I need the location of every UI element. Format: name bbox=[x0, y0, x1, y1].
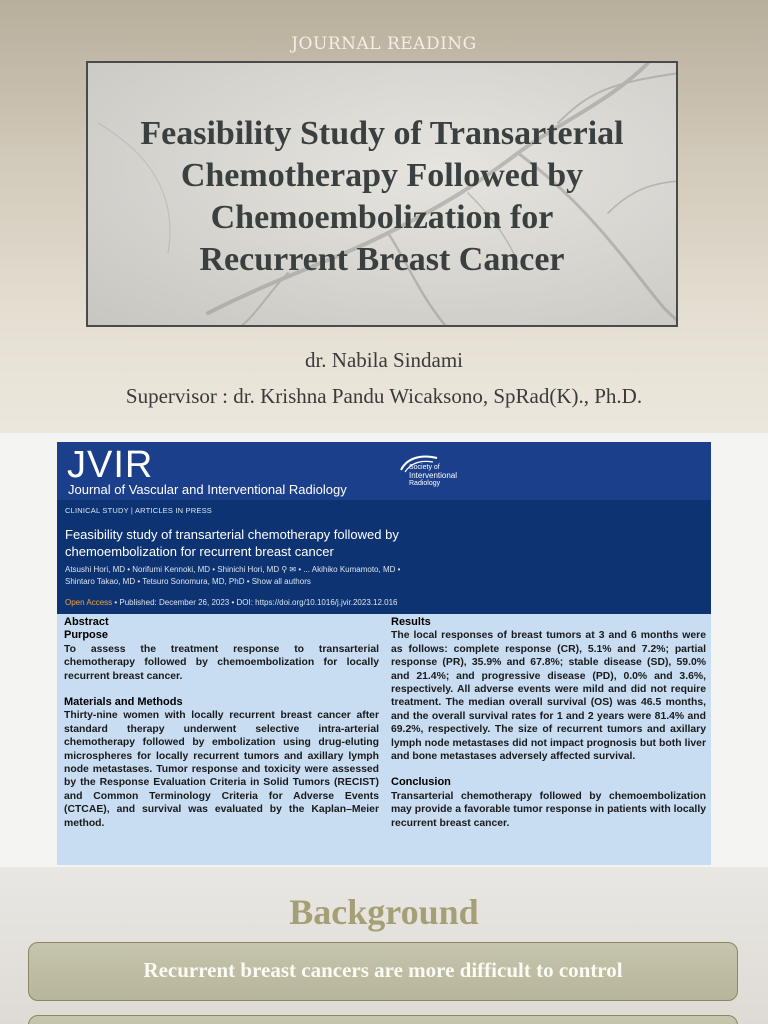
article-header bbox=[57, 500, 711, 614]
presentation-title bbox=[88, 113, 676, 281]
conclusion-heading: Conclusion bbox=[391, 776, 451, 789]
slide-kicker: JOURNAL READING bbox=[291, 34, 477, 54]
conclusion-text: Transarterial chemotherapy followed by chemoembolization may provide a favorable tumor response in patients with locally recurrent breast cancer. bbox=[391, 790, 706, 829]
society-name: Society of Interventional Radiology bbox=[409, 464, 458, 487]
background-point bbox=[28, 1015, 738, 1024]
article-tag: CLINICAL STUDY | ARTICLES IN PRESS bbox=[65, 506, 212, 515]
title-slide bbox=[0, 0, 768, 433]
purpose-heading: Purpose bbox=[64, 629, 109, 642]
title-line: Chemotherapy Followed by bbox=[180, 157, 584, 194]
title-line: Recurrent Breast Cancer bbox=[199, 241, 565, 278]
purpose-text: To assess the treatment response to transarterial chemotherapy followed by chemoembolization for locally recurrent breast cancer. bbox=[64, 643, 379, 682]
background-point bbox=[28, 942, 738, 1001]
abstract-right-column bbox=[391, 616, 706, 830]
abstract-heading: Abstract bbox=[64, 616, 109, 628]
results-text: The local responses of breast tumors at 3 and 6 months were as follows: complete response (CR), 5.1% and 7.2%; partial response (PR), 35.9% and 67.8%; stable disease (SD), 59.0% and 21.4%; and progressive disease (PD), 0.0% and 3.6%, respectively. All adverse events were mild and did not require treatment. The median overall survival (OS) was 46.5 months, and the overall survival rates for 1 and 2 years were 81.4% and 69.2%, respectively. The size of recurrent tumors and axillary lymph node metastases did not impact prognosis but both liver and bone metastases adversely affected survival. bbox=[391, 630, 706, 763]
title-line: Feasibility Study of Transarterial bbox=[140, 115, 624, 152]
open-access-badge: Open Access bbox=[65, 598, 113, 607]
article-slide bbox=[0, 433, 768, 867]
background-heading: Background bbox=[289, 892, 479, 932]
publication-info: • Published: December 26, 2023 • DOI: https://doi.org/10.1016/j.jvir.2023.12.016 bbox=[112, 598, 398, 607]
supervisor-name: Supervisor : dr. Krishna Pandu Wicaksono, SpRad(K)., Ph.D. bbox=[125, 384, 643, 408]
background-point-text: Recurrent breast cancers are more difficult to control bbox=[143, 958, 623, 982]
jvir-logo: JVIR bbox=[67, 444, 154, 486]
title-line: Chemoembolization for bbox=[210, 199, 554, 236]
presenter-name: dr. Nabila Sindami bbox=[304, 348, 464, 372]
article-meta bbox=[65, 598, 397, 607]
article-authors: Atsushi Hori, MD • Norifumi Kennoki, MD • Shinichi Hori, MD ⚲ ✉ • ... Akihiko Kumamoto, MD • Shintaro Takao, MD • Tetsuro Sonomura, MD, PhD • Show all authors bbox=[65, 565, 401, 586]
methods-heading: Materials and Methods bbox=[64, 696, 183, 709]
title-box bbox=[86, 61, 678, 327]
journal-name: Journal of Vascular and Interventional Radiology bbox=[68, 482, 347, 497]
article-screenshot bbox=[57, 442, 711, 865]
journal-header bbox=[57, 442, 711, 500]
article-title: Feasibility study of transarterial chemotherapy followed by chemoembolization for recurrent breast cancer bbox=[65, 527, 399, 559]
background-slide bbox=[0, 867, 768, 1024]
methods-text: Thirty-nine women with locally recurrent breast cancer after standard therapy underwent selective intra-arterial chemotherapy followed by embolization using drug-eluting microspheres for locally recurrent tumors and axillary lymph node metastases. Tumor response and toxicity were assessed by the Response Evaluation Criteria in Solid Tumors (RECIST) and Common Terminology Criteria for Adverse Events (CTCAE), and survival was evaluated by the Kaplan–Meier method. bbox=[64, 710, 379, 829]
abstract-left-column bbox=[64, 616, 379, 830]
results-heading: Results bbox=[391, 616, 431, 628]
